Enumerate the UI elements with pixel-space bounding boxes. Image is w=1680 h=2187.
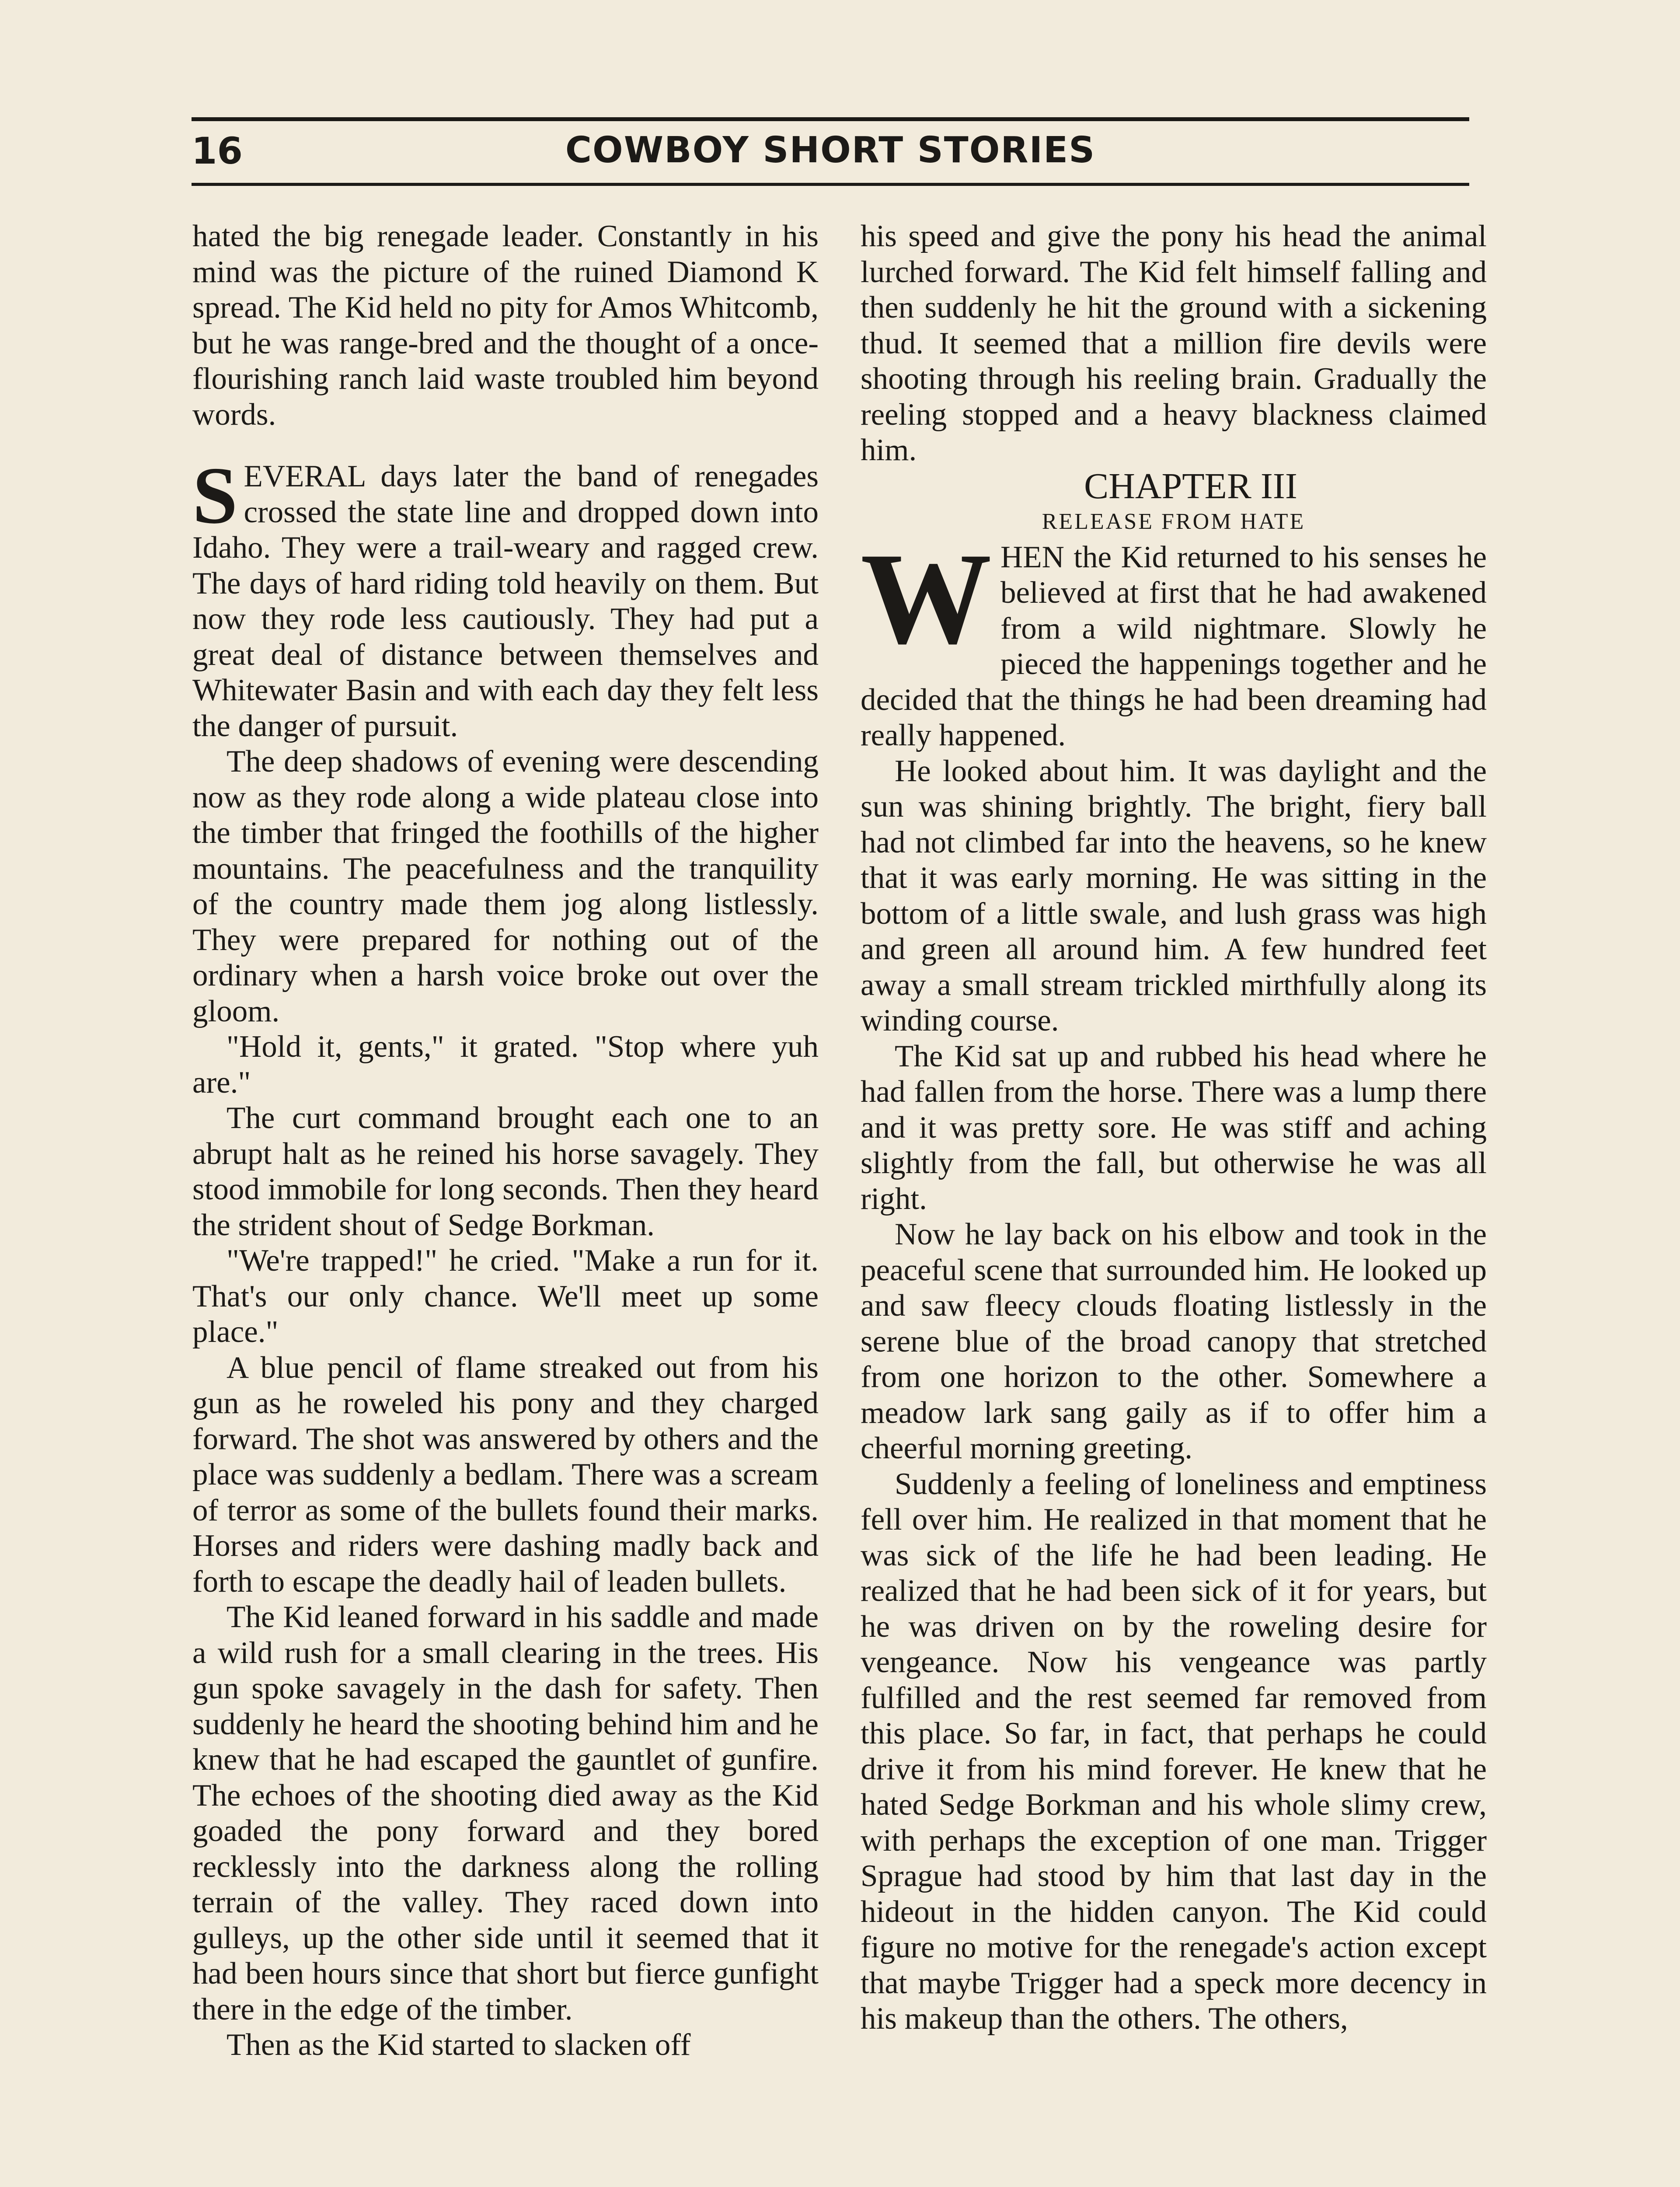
chapter-subtitle: RELEASE FROM HATE bbox=[1042, 509, 1306, 534]
paragraph: He looked about him. It was daylight and the sun was shining brightly. The bright, fiery ball had not climbed far into the heavens, so he knew that it was early morning. He was sitting in the bottom of a little swale, and lush grass was high and green all around him. A few hundred feet away a small stream trickled mirthfully along its winding course. bbox=[861, 754, 1487, 1038]
paragraph-dropcap bbox=[192, 451, 819, 744]
page-number: 16 bbox=[192, 129, 243, 172]
running-head bbox=[192, 123, 1469, 180]
left-column bbox=[192, 219, 819, 2063]
paragraph: The Kid sat up and rubbed his head where he had fallen from the horse. There was a lump there and it was pretty sore. He was stiff and aching slightly from the fall, but otherwise he was all right. bbox=[861, 1039, 1487, 1216]
header-bottom-rule bbox=[192, 183, 1469, 186]
paragraph: The deep shadows of evening were descending now as they rode along a wide plateau close into the timber that fringed the foothills of the higher mountains. The peacefulness and the tranquility of the country made them jog along listlessly. They were prepared for nothing out of the ordinary when a harsh voice broke out over the gloom. bbox=[192, 744, 819, 1028]
header-top-rule bbox=[192, 117, 1469, 121]
paragraph: The curt command brought each one to an abrupt halt as he reined his horse savagely. They stood immobile for long seconds. Then they heard the strident shout of Sedge Borkman. bbox=[192, 1101, 819, 1242]
paragraph: A blue pencil of flame streaked out from his gun as he roweled his pony and they charged forward. The shot was answered by others and the place was suddenly a bedlam. There was a scream of terror as some of the bullets found their marks. Horses and riders were dashing madly back and forth to escape the deadly hail of leaden bullets. bbox=[192, 1350, 819, 1599]
paragraph-dropcap bbox=[861, 525, 1487, 754]
paragraph: Then as the Kid started to slacken off bbox=[227, 2028, 691, 2062]
chapter-title: CHAPTER III bbox=[1084, 465, 1297, 507]
magazine-title: COWBOY SHORT STORIES bbox=[565, 129, 1096, 171]
drop-cap: S bbox=[192, 451, 238, 541]
paragraph: The Kid leaned forward in his saddle and made a wild rush for a small clearing in the trees. His gun spoke savagely in the dash for safety. Then suddenly he heard the shooting behind him and he knew that he had escaped the gauntlet of gunfire. The echoes of the shooting died away as the Kid goaded the pony forward and they bored recklessly into the darkness along the rolling terrain of the valley. They raced down into gulleys, up the other side until it seemed that it had been hours since that short but fierce gunfight there in the edge of the timber. bbox=[192, 1600, 819, 2026]
paragraph: "We're trapped!" he cried. "Make a run for it. That's our only chance. We'll meet up some place." bbox=[192, 1244, 819, 1349]
right-column bbox=[861, 219, 1487, 2037]
paragraph: Now he lay back on his elbow and took in the peaceful scene that surrounded him. He looked up and saw fleecy clouds floating listlessly in the serene blue of the broad canopy that stretched from one horizon to the other. Somewhere a meadow lark sang gaily as if to offer him a cheerful morning greeting. bbox=[861, 1217, 1487, 1465]
paragraph: his speed and give the pony his head the animal lurched forward. The Kid felt himself falling and then suddenly he hit the ground with a sickening thud. It seemed that a million fire devils were shooting through his reeling brain. Gradually the reeling stopped and a heavy blackness claimed him. bbox=[861, 219, 1487, 467]
drop-cap: W bbox=[861, 525, 992, 671]
paragraph: Suddenly a feeling of loneliness and emptiness fell over him. He realized in that moment that he was sick of the life he had been leading. He realized that he had been sick of it for years, but he was driven on by the roweling desire for vengeance. Now his vengeance was partly fulfilled and the rest seemed far removed from this place. So far, in fact, that perhaps he could drive it from his mind forever. He knew that he hated Sedge Borkman and his whole slimy crew, with perhaps the exception of one man. Trigger Sprague had stood by him that last day in the hideout in the hidden canyon. The Kid could figure no motive for the renegade's action except that maybe Trigger had a speck more decency in his makeup than the others. The others, bbox=[861, 1467, 1487, 2036]
paragraph: "Hold it, gents," it grated. "Stop where yuh are." bbox=[192, 1030, 819, 1100]
paragraph: hated the big renegade leader. Constantly in his mind was the picture of the ruined Diamond K spread. The Kid held no pity for Amos Whitcomb, but he was range-bred and the thought of a once-flourishing ranch laid waste troubled him beyond words. bbox=[192, 219, 819, 432]
paragraph-text: HEN the Kid returned to his senses he believed at first that he had awakened from a wild nightmare. Slowly he pieced the happenings together and he decided that the things he had been dreaming had really happened. bbox=[861, 540, 1487, 752]
paragraph-text: EVERAL days later the band of renegades crossed the state line and dropped down into Idaho. They were a trail-weary and ragged crew. The days of hard riding told heavily on them. But now they rode less cautiously. They had put a great deal of distance between themselves and Whitewater Basin and with each day they felt less the danger of pursuit. bbox=[192, 459, 819, 743]
